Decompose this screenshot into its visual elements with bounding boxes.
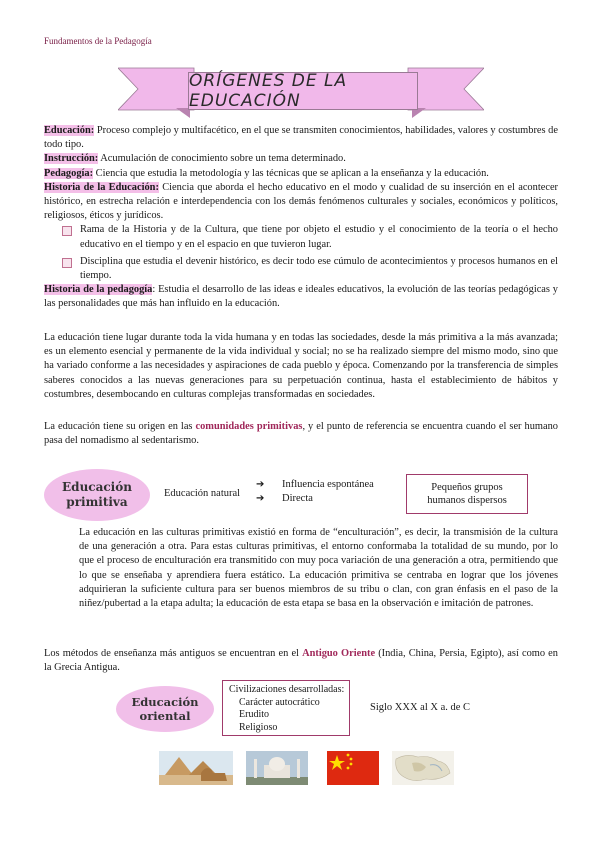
definition-history-pedagogy <box>44 283 558 311</box>
paragraph-ancient-east: Los métodos de enseñanza más antiguos se encuentran en el Antiguo Oriente (India, China, Persia, Egipto), así como en la Grecia Antigua. <box>44 648 558 674</box>
primitive-education-label: Educación primitiva <box>44 469 150 521</box>
period-label: Siglo XXX al X a. de C <box>370 702 471 713</box>
highlight-primitive-communities: comunidades primitivas <box>195 421 303 432</box>
definitions-section <box>44 124 558 312</box>
civilization-item: Erudito <box>239 709 269 720</box>
definition-pedagogy <box>44 167 558 181</box>
civilizations-box: Civilizaciones desarrolladas: Carácter autocrático Erudito Religioso <box>222 680 350 736</box>
definition-term: Historia de la pedagogía <box>44 284 153 296</box>
arrow-right-icon: ➔ <box>256 479 265 490</box>
arrows <box>256 478 264 506</box>
definition-term: Pedagogía: <box>44 167 94 179</box>
definition-text: Proceso complejo y multifacético, en el que se transmiten conocimientos, habilidades, valores y costumbres de todo tipo. <box>44 125 558 151</box>
small-groups-box: Pequeños grupos humanos dispersos <box>406 474 528 514</box>
definition-education <box>44 124 558 152</box>
influence-list: Influencia espontánea Directa <box>282 479 374 504</box>
definition-text: Ciencia que aborda el hecho educativo en el modo y cualidad de su inserción en el acontecer histórico, en estrecha relación e interdependencia con los demás fenómenos culturales y sociales, económicos y políticos, religiosos, éticos y jurídicos. <box>44 181 559 222</box>
definition-history-education <box>44 181 558 224</box>
definition-text: Ciencia que estudia la metodología y las técnicas que se aplican a la enseñanza y la educación. <box>93 167 489 179</box>
definition-term: Historia de la Educación: <box>44 181 159 193</box>
china-flag-image <box>327 751 379 785</box>
civilization-item: Religioso <box>239 721 278 733</box>
india-taj-mahal-image <box>246 751 308 785</box>
civilization-item: Carácter autocrático <box>239 696 320 708</box>
oriental-education-label: Educación oriental <box>116 686 214 732</box>
list-item: Rama de la Historia y de la Cultura, que tiene por objeto el estudio y el conocimiento de la teoría o el hecho educativo en el tiempo y en el espacio en que tuvieron lugar. <box>62 223 558 251</box>
paragraph-education-life: La educación tiene lugar durante toda la vida humana y en todas las sociedades, desde la más primitiva a la más avanzada; es un elemento esencial y permanente de la vida individual y social; no se ha realizado siempre del mismo modo, sino que ha variado conforme a las necesidades y aspiraciones de cada pueblo y época. Comenzando por la transferencia de simples saberes conocidos a las nuevas generaciones para su perpetuación continua, hasta el establecimiento de hábitos y costumbres, desembocando en culturas complejas transformadas en sociedades. <box>44 332 558 400</box>
highlight-ancient-east: Antiguo Oriente <box>302 648 376 659</box>
egypt-sphinx-image <box>159 751 233 785</box>
square-bullet-icon <box>62 258 72 268</box>
list-item: Disciplina que estudia el devenir histórico, es decir todo ese cúmulo de acontecimientos y procesos humanos en el tiempo. <box>62 255 558 283</box>
page-title: ORÍGENES DE LA EDUCACIÓN <box>188 72 418 110</box>
definition-instruction <box>44 152 558 166</box>
paragraph-origin: La educación tiene su origen en las comunidades primitivas, y el punto de referencia se encuentra cuando el ser humano pasa del nomadismo al sedentarismo. <box>44 421 558 447</box>
square-bullet-icon <box>62 226 72 236</box>
definition-text: Acumulación de conocimiento sobre un tema determinado. <box>98 153 346 165</box>
definition-text: : Estudia el desarrollo de las ideas e ideales educativos, la evolución de las teorías pedagógicas y las personalidades que más han influido en la educación. <box>44 284 558 310</box>
natural-education-label: Educación natural <box>164 488 241 499</box>
definition-term: Instrucción: <box>44 153 99 165</box>
ancient-map-image <box>392 751 454 785</box>
definition-term: Educación: <box>44 125 95 136</box>
arrow-right-icon: ➔ <box>256 493 265 504</box>
paragraph-enculturation: La educación en las culturas primitivas existió en forma de “enculturación”, es decir, la transmisión de la cultura de una generación a otra. Para estas culturas primitivas, el entorno conformaba la totalidad de su mundo, por lo que el proceso de enculturación era transmitido con muy poca variación de una generación a otra, permitiendo que lo que se enseñaba y aprendiera fuera estático. La educación primitiva se centraba en lograr que los jóvenes adquirieran la suficiente cultura para ser buenos miembros de su tribu o clan, con gran énfasis en el paso de la niñez/pubertad a la etapa adulta; la educación de esta etapa se basa en la observación e imitación de patrones. <box>79 527 558 610</box>
document-subject: Fundamentos de la Pedagogía <box>44 36 152 46</box>
